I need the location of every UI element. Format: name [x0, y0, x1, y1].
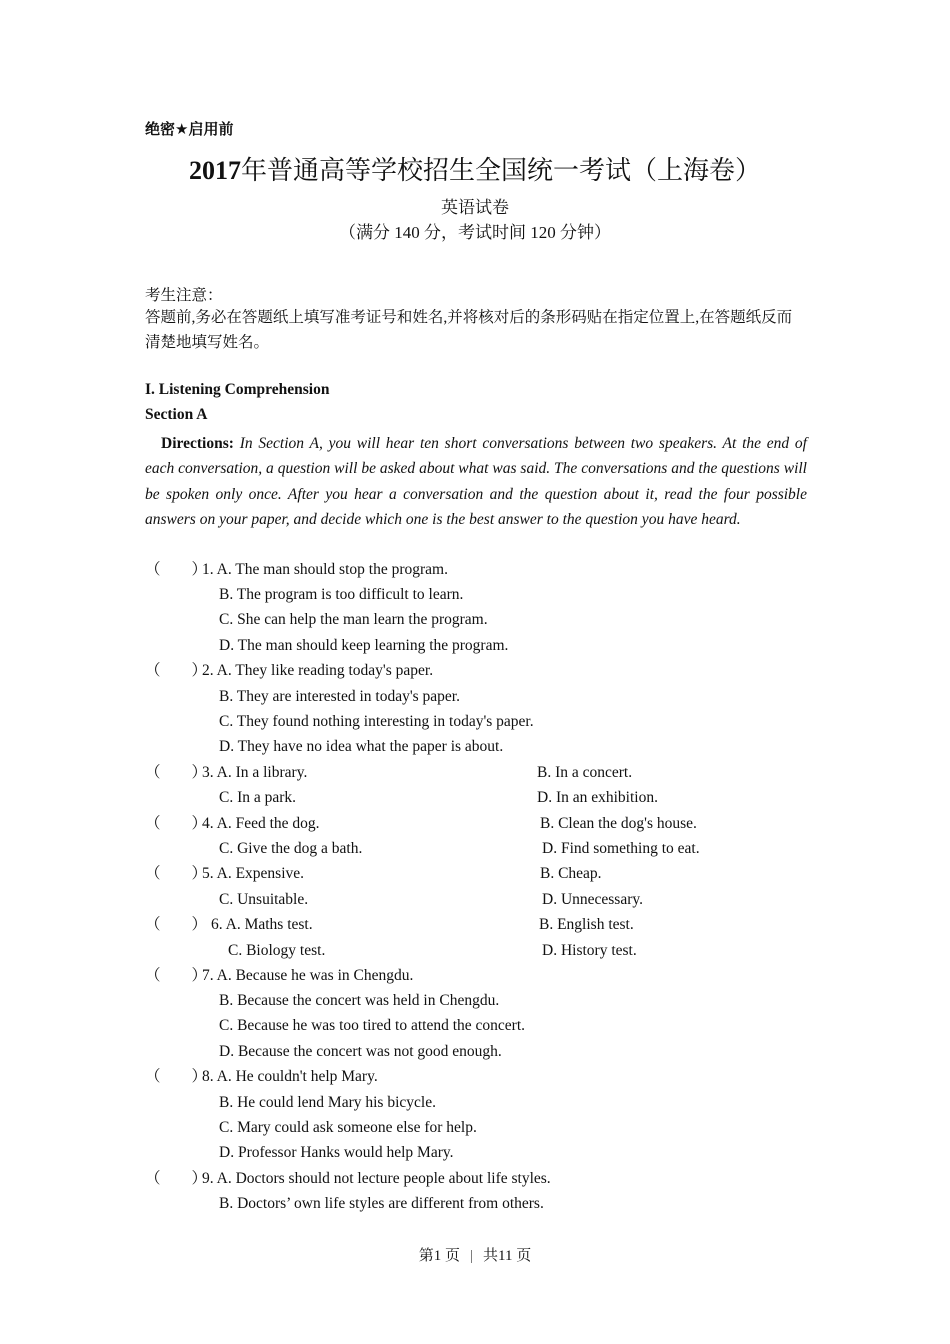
option-d: D. The man should keep learning the program.: [219, 637, 509, 654]
exam-info: （满分 140 分，考试时间 120 分钟）: [339, 223, 611, 242]
answer-blank: （ ）: [145, 967, 208, 984]
option-c: C. They found nothing interesting in today's paper.: [219, 713, 534, 730]
answer-blank: （ ）: [145, 662, 208, 679]
directions-label: Directions:: [161, 435, 234, 452]
option-d: D. Find something to eat.: [542, 840, 700, 857]
option-c: C. She can help the man learn the program.: [219, 611, 488, 628]
question-stem: 6. A. Maths test.: [211, 916, 313, 933]
confidential-mark: 绝密★启用前: [145, 120, 234, 138]
option-b: B. Doctors’ own life styles are different from others.: [219, 1195, 544, 1212]
directions-text: In Section A, you will hear ten short conversations between two speakers. At the end of each conversation, a question will be asked about what was said. The conversations and the questions will be spoken only once. After you hear a conversation and the question about it, read the four possible answers on your paper, and decide which one is the best answer to the question you have heard.: [145, 435, 807, 529]
option-b: B. English test.: [539, 916, 634, 933]
answer-blank: （ ）: [145, 865, 208, 882]
option-d: D. History test.: [542, 942, 637, 959]
option-c: C. Because he was too tired to attend the concert.: [219, 1017, 526, 1034]
option-b: B. The program is too difficult to learn.: [219, 586, 464, 603]
option-d: D. Unnecessary.: [542, 891, 643, 908]
exam-subject: 英语试卷: [441, 198, 509, 217]
page-footer: [0, 1244, 950, 1265]
directions: [145, 431, 807, 533]
option-b: B. He could lend Mary his bicycle.: [219, 1094, 436, 1111]
answer-blank: （ ）: [145, 561, 208, 578]
question-stem: 2. A. They like reading today's paper.: [202, 662, 434, 679]
option-c: C. Biology test.: [228, 942, 326, 959]
option-c: C. Give the dog a bath.: [219, 840, 363, 857]
notice-body: 答题前,务必在答题纸上填写准考证号和姓名,并将核对后的条形码贴在指定位置上,在答题纸反而清楚地填写姓名。: [145, 309, 793, 351]
notice-label: 考生注意：: [145, 287, 223, 304]
option-c: C. In a park.: [219, 789, 297, 806]
question-stem: 5. A. Expensive.: [202, 865, 305, 882]
option-b: B. They are interested in today's paper.: [219, 688, 460, 705]
option-d: D. Professor Hanks would help Mary.: [219, 1144, 454, 1161]
question-stem: 3. A. In a library.: [202, 764, 308, 781]
question-stem: 7. A. Because he was in Chengdu.: [202, 967, 414, 984]
answer-blank: （ ）: [145, 1068, 208, 1085]
section-title: Section A: [145, 406, 208, 423]
option-c: C. Unsuitable.: [219, 891, 309, 908]
answer-blank: （ ）: [145, 764, 208, 781]
question-stem: 9. A. Doctors should not lecture people about life styles.: [202, 1170, 551, 1187]
option-b: B. Because the concert was held in Chengdu.: [219, 992, 500, 1009]
answer-blank: （ ）: [145, 916, 208, 933]
answer-blank: （ ）: [145, 1170, 208, 1187]
option-d: D. Because the concert was not good enough.: [219, 1043, 502, 1060]
page-number: 第1 页: [418, 1248, 461, 1264]
question-stem: 4. A. Feed the dog.: [202, 815, 320, 832]
option-d: D. In an exhibition.: [537, 789, 658, 806]
option-d: D. They have no idea what the paper is about.: [219, 738, 504, 755]
exam-title: [0, 150, 950, 187]
exam-title-year: 2017: [188, 156, 241, 185]
question-stem: 8. A. He couldn't help Mary.: [202, 1068, 378, 1085]
exam-title-text: 年普通高等学校招生全国统一考试（上海卷）: [240, 156, 761, 185]
question-stem: 1. A. The man should stop the program.: [202, 561, 448, 578]
option-c: C. Mary could ask someone else for help.: [219, 1119, 477, 1136]
option-b: B. Cheap.: [540, 865, 602, 882]
answer-blank: （ ）: [145, 815, 208, 832]
page-total: 共11 页: [483, 1248, 532, 1264]
part-title: I. Listening Comprehension: [145, 381, 330, 398]
footer-separator: |: [470, 1248, 474, 1264]
option-b: B. In a concert.: [537, 764, 633, 781]
option-b: B. Clean the dog's house.: [540, 815, 697, 832]
